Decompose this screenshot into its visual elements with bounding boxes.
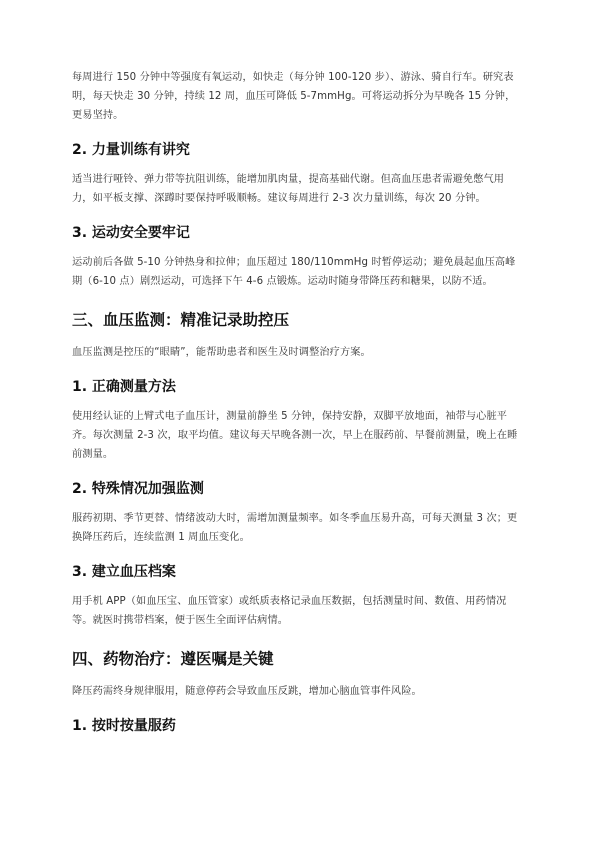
bp-records-paragraph: 用手机 APP（如血压宝、血压管家）或纸质表格记录血压数据，包括测量时间、数值、用药情况等。就医时携带档案，便于医生全面评估病情。 (72, 596, 507, 626)
special-monitoring-paragraph: 服药初期、季节更替、情绪波动大时，需增加测量频率。如冬季血压易升高，可每天测量 3 次；更换降压药后，连续监测 1 周血压变化。 (72, 513, 518, 543)
subsection-heading-measurement-method: 1. 正确测量方法 (72, 379, 176, 395)
measurement-method-paragraph: 使用经认证的上臂式电子血压计，测量前静坐 5 分钟，保持安静，双脚平放地面，袖带与心脏平齐。每次测量 2-3 次，取平均值。建议每天早晚各测一次，早上在服药前、早餐前测量，晚上在睡前测量。 (72, 411, 518, 460)
subsection-heading-exercise-safety: 3. 运动安全要牢记 (72, 225, 190, 241)
intro-paragraph: 每周进行 150 分钟中等强度有氧运动，如快走（每分钟 100-120 步）、游泳、骑自行车。研究表明，每天快走 30 分钟，持续 12 周，血压可降低 5-7mmHg。可将运动拆分为早晚各 15 分钟，更易坚持。 (72, 72, 516, 121)
subsection-heading-strength-training: 2. 力量训练有讲究 (72, 142, 190, 158)
subsection-heading-special-monitoring: 2. 特殊情况加强监测 (72, 481, 204, 497)
document-content (72, 68, 524, 736)
subsection-heading-timely-dosing: 1. 按时按量服药 (72, 718, 176, 734)
monitoring-intro-paragraph: 血压监测是控压的“眼睛”，能帮助患者和医生及时调整治疗方案。 (72, 347, 371, 358)
medication-intro-paragraph: 降压药需终身规律服用，随意停药会导致血压反跳，增加心脑血管事件风险。 (72, 686, 422, 697)
strength-training-paragraph: 适当进行哑铃、弹力带等抗阻训练，能增加肌肉量，提高基础代谢。但高血压患者需避免憋气用力，如平板支撑、深蹲时要保持呼吸顺畅。建议每周进行 2-3 次力量训练，每次 20 分钟。 (72, 174, 505, 204)
section-heading-medication: 四、药物治疗：遵医嘱是关键 (72, 650, 274, 668)
subsection-heading-bp-records: 3. 建立血压档案 (72, 564, 176, 580)
section-heading-blood-pressure-monitoring: 三、血压监测：精准记录助控压 (72, 311, 290, 329)
exercise-safety-paragraph: 运动前后各做 5-10 分钟热身和拉伸；血压超过 180/110mmHg 时暂停运动；避免晨起血压高峰期（6-10 点）剧烈运动，可选择下午 4-6 点锻炼。运动时随身带降压药和糖果，以防不适。 (72, 257, 516, 287)
